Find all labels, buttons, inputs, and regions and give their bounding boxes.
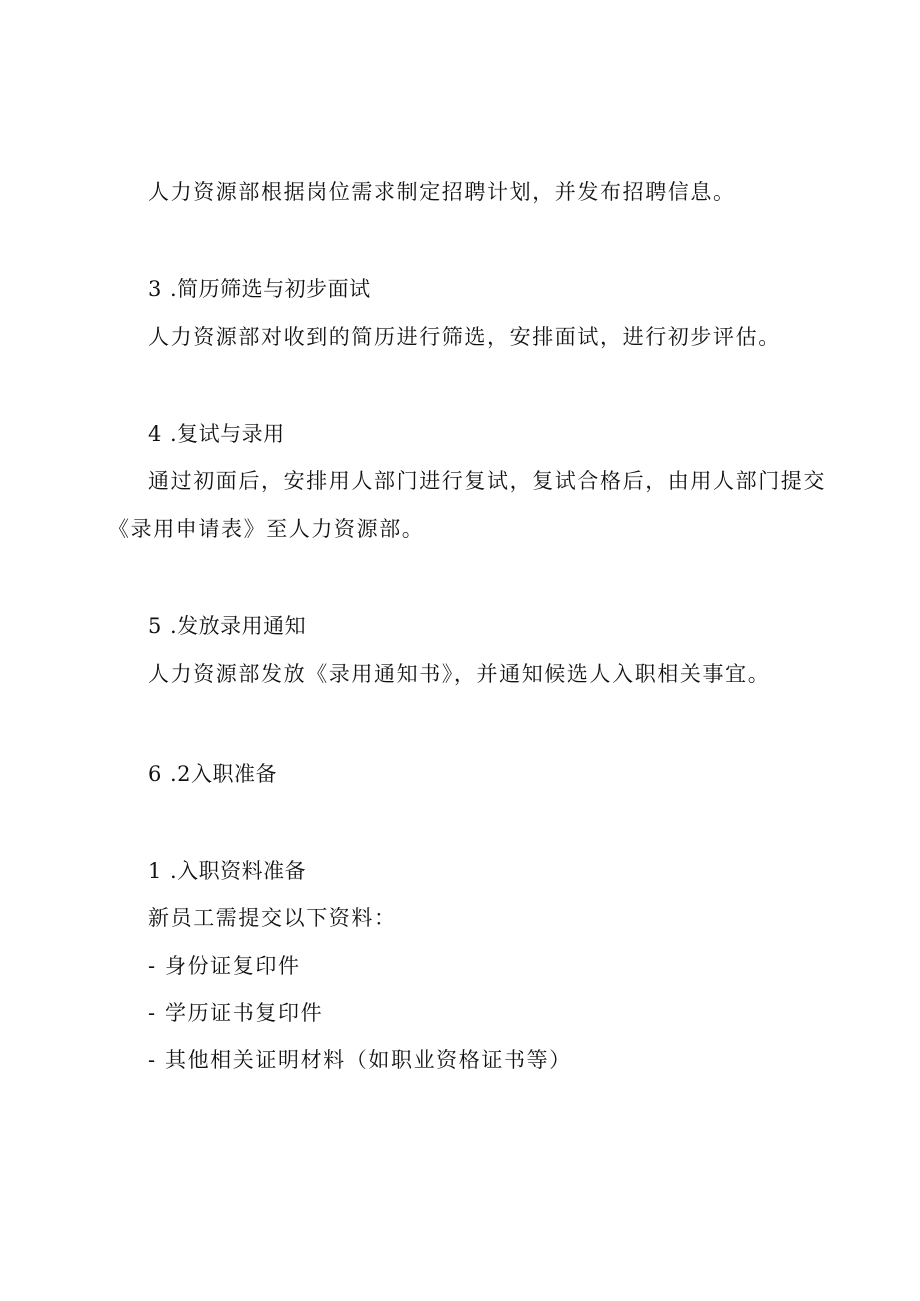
paragraph-recruitment-plan: 人力资源部根据岗位需求制定招聘计划，并发布招聘信息。 bbox=[148, 180, 736, 204]
heading-onboarding-documents bbox=[148, 857, 306, 885]
heading-onboarding-preparation bbox=[148, 760, 277, 788]
list-item: - 其他相关证明材料（如职业资格证书等） bbox=[148, 1048, 572, 1072]
list-item: - 身份证复印件 bbox=[148, 954, 301, 978]
section-number: 1 bbox=[148, 859, 162, 883]
section-title: .简历筛选与初步面试 bbox=[170, 277, 371, 301]
section-number: 4 bbox=[148, 422, 162, 446]
section-number: 5 bbox=[148, 614, 162, 638]
heading-offer-notice bbox=[148, 612, 306, 640]
heading-second-interview bbox=[148, 420, 285, 448]
paragraph-offer-notice: 人力资源部发放《录用通知书》，并通知候选人入职相关事宜。 bbox=[148, 662, 771, 686]
section-title: .2入职准备 bbox=[170, 762, 278, 786]
paragraph-documents-intro: 新员工需提交以下资料： bbox=[148, 906, 397, 930]
section-number: 6 bbox=[148, 762, 162, 786]
section-title: .发放录用通知 bbox=[170, 614, 307, 638]
heading-resume-screening bbox=[148, 275, 371, 303]
section-title: .复试与录用 bbox=[170, 422, 285, 446]
paragraph-second-interview-2: 《录用申请表》至人力资源部。 bbox=[108, 517, 425, 541]
section-title: .入职资料准备 bbox=[170, 859, 307, 883]
paragraph-second-interview-1: 通过初面后，安排用人部门进行复试，复试合格后，由用人部门提交 bbox=[148, 469, 826, 493]
section-number: 3 bbox=[148, 277, 162, 301]
paragraph-resume-screening: 人力资源部对收到的简历进行筛选，安排面试，进行初步评估。 bbox=[148, 325, 781, 349]
list-item: - 学历证书复印件 bbox=[148, 1001, 324, 1025]
